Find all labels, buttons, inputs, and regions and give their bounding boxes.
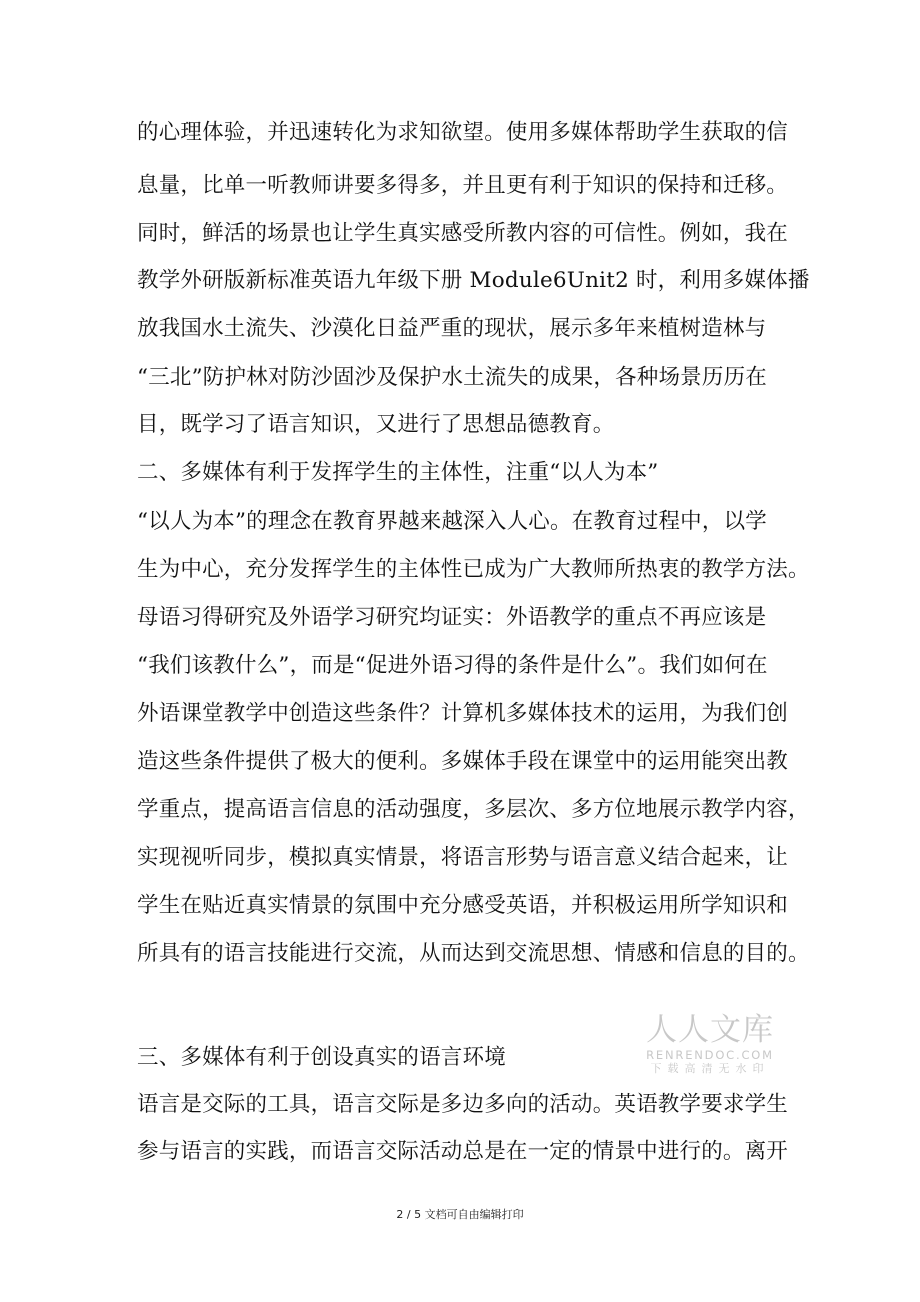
body-line-6: “三北”防护林对防沙固沙及保护水土流失的成果，各种场景历历在 [137,365,767,390]
body-line-17: 学生在贴近真实情景的氛围中充分感受英语，并积极运用所学知识和 [137,893,789,918]
body-line-5: 放我国水土流失、沙漠化日益严重的现状，展示多年来植树造林与 [137,316,767,341]
body-line-16: 实现视听同步，模拟真实情景，将语言形势与语言意义结合起来，让 [137,845,789,870]
body-line-11: 母语习得研究及外语学习研究均证实：外语教学的重点不再应该是 [137,605,767,630]
body-line-13: 外语课堂教学中创造这些条件？计算机多媒体技术的运用，为我们创 [137,701,789,726]
body-line-18: 所具有的语言技能进行交流，从而达到交流思想、情感和信息的目的。 [137,941,810,966]
body-line-14: 造这些条件提供了极大的便利。多媒体手段在课堂中的运用能突出教 [137,749,789,774]
body-line-3: 同时，鲜活的场景也让学生真实感受所教内容的可信性。例如，我在 [137,221,789,246]
body-line-4: 教学外研版新标准英语九年级下册 Module6Unit2 时，利用多媒体播 [137,268,810,293]
watermark-url: RENRENDOC.COM [646,1048,774,1062]
body-line-7: 目，既学习了语言知识，又进行了思想品德教育。 [137,412,615,437]
watermark-title: 人人文库 [646,1012,774,1048]
watermark-subtitle: 下载高清无水印 [650,1062,770,1075]
section-heading-3: 三、多媒体有利于创设真实的语言环境 [137,1045,506,1070]
body-line-15: 学重点，提高语言信息的活动强度，多层次、多方位地展示教学内容， [137,797,810,822]
body-line-20: 语言是交际的工具，语言交际是多边多向的活动。英语教学要求学生 [137,1092,789,1117]
body-line-1: 的心理体验，并迅速转化为求知欲望。使用多媒体帮助学生获取的信 [137,120,789,145]
section-heading-2: 二、多媒体有利于发挥学生的主体性，注重“以人为本” [137,460,659,485]
page-footer: 2 / 5 文档可自由编辑打印 [396,1208,524,1221]
watermark [645,1012,775,1076]
body-line-12: “我们该教什么”，而是“促进外语习得的条件是什么”。我们如何在 [137,653,768,678]
body-line-10: 生为中心，充分发挥学生的主体性已成为广大教师所热衷的教学方法。 [137,557,810,582]
body-line-2: 息量，比单一听教师讲要多得多，并且更有利于知识的保持和迁移。 [137,173,789,198]
body-line-9: “以人为本”的理念在教育界越来越深入人心。在教育过程中，以学 [137,509,767,534]
body-line-21: 参与语言的实践，而语言交际活动总是在一定的情景中进行的。离开 [137,1139,789,1164]
